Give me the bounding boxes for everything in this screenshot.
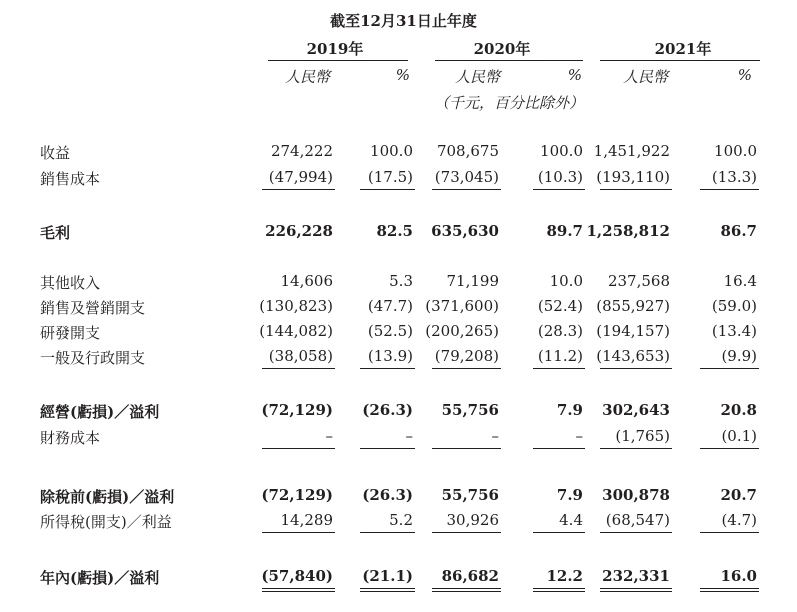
total-rule <box>262 532 335 533</box>
table-cell: (143,653) <box>596 347 670 365</box>
table-cell: 10.0 <box>549 272 583 290</box>
table-cell: 708,675 <box>436 142 499 160</box>
total-rule <box>360 588 415 589</box>
total-rule <box>533 368 585 369</box>
table-cell: (52.4) <box>537 297 583 315</box>
table-cell: (72,129) <box>261 401 333 419</box>
table-cell: 226,228 <box>265 222 333 240</box>
unit-note: （千元，百分比除外） <box>434 94 585 112</box>
table-cell: 5.3 <box>389 272 413 290</box>
table-cell: 12.2 <box>546 567 583 585</box>
total-rule <box>262 591 335 592</box>
row-label: 銷售及營銷開支 <box>40 299 146 317</box>
row-label: 一般及行政開支 <box>40 349 146 367</box>
table-cell: 232,331 <box>602 567 670 585</box>
percent-label-2021: % <box>737 66 752 84</box>
row-label: 銷售成本 <box>40 170 101 188</box>
table-cell: (38,058) <box>268 347 333 365</box>
table-cell: 635,630 <box>431 222 499 240</box>
year-heading-2021: 2021年 <box>654 40 712 58</box>
total-rule <box>600 448 672 449</box>
total-rule <box>262 368 335 369</box>
total-rule <box>432 532 501 533</box>
total-rule <box>262 588 335 589</box>
table-cell: 302,643 <box>602 401 670 419</box>
table-cell: 20.8 <box>720 401 757 419</box>
table-cell: 100.0 <box>714 142 757 160</box>
total-rule <box>262 189 335 190</box>
table-cell: (47.7) <box>367 297 413 315</box>
table-cell: – <box>405 427 413 445</box>
total-rule <box>600 588 672 589</box>
table-cell: 82.5 <box>376 222 413 240</box>
table-cell: 16.0 <box>720 567 757 585</box>
table-cell: (4.7) <box>721 511 757 529</box>
row-label: 財務成本 <box>40 429 101 447</box>
total-rule <box>600 189 672 190</box>
year-rule-2020 <box>435 60 583 61</box>
row-label: 經營(虧損)／溢利 <box>40 403 160 421</box>
table-cell: (13.3) <box>711 168 757 186</box>
total-rule <box>700 532 759 533</box>
percent-label-2020: % <box>567 66 582 84</box>
table-cell: (68,547) <box>605 511 670 529</box>
table-cell: 5.2 <box>389 511 413 529</box>
currency-label-2020: 人民幣 <box>454 68 500 86</box>
row-label: 年內(虧損)／溢利 <box>40 569 160 587</box>
total-rule <box>360 368 415 369</box>
table-cell: (855,927) <box>596 297 670 315</box>
table-cell: (10.3) <box>537 168 583 186</box>
total-rule <box>700 368 759 369</box>
total-rule <box>360 189 415 190</box>
year-heading-2020: 2020年 <box>473 40 531 58</box>
total-rule <box>533 532 585 533</box>
total-rule <box>360 591 415 592</box>
table-cell: 100.0 <box>370 142 413 160</box>
total-rule <box>533 588 585 589</box>
table-cell: 1,258,812 <box>586 222 670 240</box>
table-cell: (17.5) <box>367 168 413 186</box>
total-rule <box>700 588 759 589</box>
table-cell: 86,682 <box>441 567 499 585</box>
table-cell: (72,129) <box>261 486 333 504</box>
row-label: 其他收入 <box>40 274 101 292</box>
table-cell: 100.0 <box>540 142 583 160</box>
table-cell: 55,756 <box>441 401 499 419</box>
table-cell: (13.9) <box>367 347 413 365</box>
table-cell: (193,110) <box>596 168 670 186</box>
table-cell: 14,289 <box>280 511 333 529</box>
row-label: 毛利 <box>40 224 71 242</box>
row-label: 收益 <box>40 144 71 162</box>
total-rule <box>432 591 501 592</box>
table-cell: 20.7 <box>720 486 757 504</box>
table-cell: 55,756 <box>441 486 499 504</box>
table-cell: – <box>325 427 333 445</box>
total-rule <box>600 532 672 533</box>
table-cell: (26.3) <box>362 401 413 419</box>
total-rule <box>432 189 501 190</box>
table-cell: – <box>491 427 499 445</box>
year-rule-2019 <box>268 60 408 61</box>
currency-label-2019: 人民幣 <box>284 68 330 86</box>
total-rule <box>600 368 672 369</box>
table-cell: (0.1) <box>721 427 757 445</box>
total-rule <box>432 448 501 449</box>
total-rule <box>700 591 759 592</box>
total-rule <box>600 591 672 592</box>
table-cell: (371,600) <box>425 297 499 315</box>
table-cell: 89.7 <box>546 222 583 240</box>
table-cell: (11.2) <box>537 347 583 365</box>
table-cell: 1,451,922 <box>593 142 670 160</box>
table-cell: 4.4 <box>559 511 583 529</box>
table-cell: 7.9 <box>556 486 583 504</box>
percent-label-2019: % <box>395 66 410 84</box>
currency-label-2021: 人民幣 <box>622 68 668 86</box>
table-cell: (13.4) <box>711 322 757 340</box>
table-cell: (73,045) <box>434 168 499 186</box>
row-label: 所得稅(開支)／利益 <box>40 513 172 531</box>
table-cell: (144,082) <box>259 322 333 340</box>
total-rule <box>360 448 415 449</box>
table-cell: – <box>575 427 583 445</box>
table-cell: 300,878 <box>602 486 670 504</box>
table-cell: (47,994) <box>268 168 333 186</box>
total-rule <box>360 532 415 533</box>
table-cell: (194,157) <box>596 322 670 340</box>
table-cell: (28.3) <box>537 322 583 340</box>
total-rule <box>533 591 585 592</box>
table-cell: (200,265) <box>425 322 499 340</box>
table-cell: (59.0) <box>711 297 757 315</box>
table-cell: 86.7 <box>720 222 757 240</box>
row-label: 除稅前(虧損)／溢利 <box>40 488 175 506</box>
period-heading: 截至12月31日止年度 <box>330 12 477 30</box>
total-rule <box>700 189 759 190</box>
total-rule <box>432 368 501 369</box>
table-cell: 274,222 <box>270 142 333 160</box>
year-heading-2019: 2019年 <box>306 40 364 58</box>
table-cell: (57,840) <box>261 567 333 585</box>
table-cell: 237,568 <box>607 272 670 290</box>
row-label: 研發開支 <box>40 324 101 342</box>
table-cell: (52.5) <box>367 322 413 340</box>
year-rule-2021 <box>600 60 760 61</box>
total-rule <box>262 448 335 449</box>
table-cell: (1,765) <box>615 427 670 445</box>
total-rule <box>533 189 585 190</box>
table-cell: 14,606 <box>280 272 333 290</box>
table-cell: 71,199 <box>446 272 499 290</box>
total-rule <box>432 588 501 589</box>
table-cell: 16.4 <box>723 272 757 290</box>
total-rule <box>533 448 585 449</box>
table-cell: 7.9 <box>556 401 583 419</box>
table-cell: (9.9) <box>721 347 757 365</box>
total-rule <box>700 448 759 449</box>
table-cell: (130,823) <box>259 297 333 315</box>
table-cell: 30,926 <box>446 511 499 529</box>
table-cell: (21.1) <box>362 567 413 585</box>
table-cell: (26.3) <box>362 486 413 504</box>
table-cell: (79,208) <box>434 347 499 365</box>
